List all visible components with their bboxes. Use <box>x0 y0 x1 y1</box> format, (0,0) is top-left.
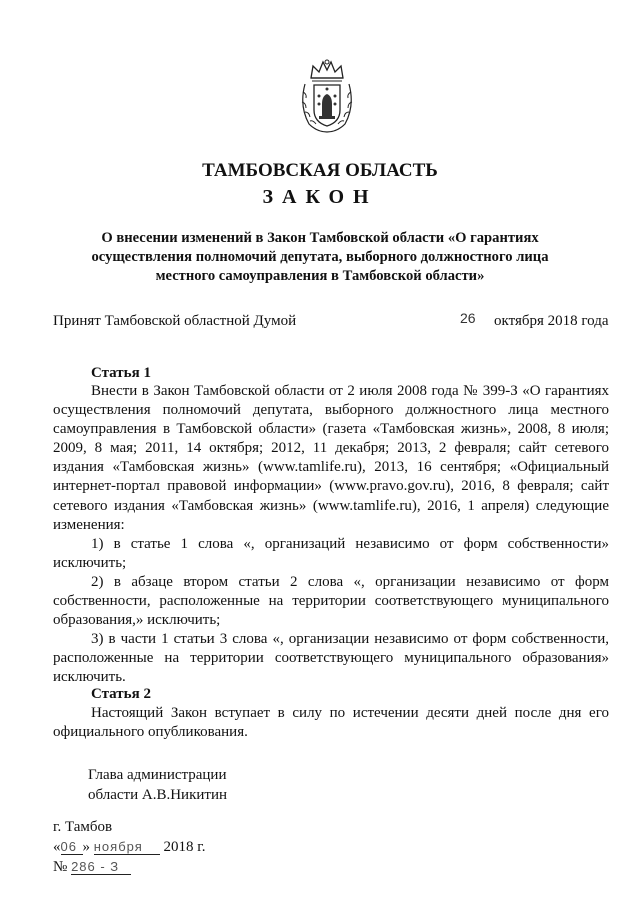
tambov-coat-of-arms-icon <box>297 58 357 134</box>
article-2-text: Настоящий Закон вступает в силу по истечении десяти дней после дня его официального опубликования. <box>53 705 609 741</box>
signing-date: «06 » ноября 2018 г. <box>53 839 206 855</box>
place-date-block <box>53 817 205 877</box>
signature-block <box>88 765 227 805</box>
date-month: ноября <box>94 840 160 855</box>
signature-name: области А.В.Никитин <box>88 787 228 803</box>
date-year: 2018 г. <box>163 839 206 855</box>
article-1-item-2: 2) в абзаце втором статьи 2 слова «, организации независимо от форм собственности, расположенные на территории соответствующего муниципального образования,» исключить; <box>53 573 609 629</box>
article-1-heading: Статья 1 <box>91 365 151 381</box>
city: г. Тамбов <box>53 819 113 835</box>
signature-title: Глава администрации <box>88 767 227 783</box>
adopted-by: Принят Тамбовской областной Думой <box>53 313 297 329</box>
article-1-item-1: 1) в статье 1 слова «, организаций независимо от форм собственности» исключить; <box>53 535 609 571</box>
article-1-item-3: 3) в части 1 статьи 3 слова «, организации независимо от форм собственности, расположенные на территории соответствующего муниципального образования» исключить. <box>53 631 609 686</box>
adoption-day: 26 <box>460 310 476 326</box>
article-2-heading: Статья 2 <box>91 686 151 702</box>
date-day: 06 <box>61 840 83 855</box>
law-title: О внесении изменений в Закон Тамбовской области «О гарантиях осуществления полномочий депутата, выборного должностного лица местного самоуправления в Тамбовской области» <box>91 230 549 284</box>
law-number: № 286 - З <box>53 857 205 877</box>
article-1-body <box>53 382 609 688</box>
law-number-value: 286 - З <box>71 860 131 875</box>
adoption-month-year: октября 2018 года <box>494 313 609 329</box>
document-type-heading: ЗАКОН <box>262 186 378 208</box>
region-heading: ТАМБОВСКАЯ ОБЛАСТЬ <box>202 160 438 181</box>
article-1-intro: Внести в Закон Тамбовской области от 2 июля 2008 года № 399-З «О гарантиях осуществления полномочий депутата, выборного должностного лица местного самоуправления в Тамбовской области» (газета «Тамбовская жизнь», 2008, 8 июля; 2009, 8 мая; 2011, 14 октября; 2012, 11 декабря; 2013, 2 февраля; сайт сетевого издания «Тамбовская жизнь» (www.tamlife.ru), 2013, 16 сентября; «Официальный интернет-портал правовой информации» (www.pravo.gov.ru), 2016, 8 февраля; сайт сетевого издания «Тамбовская жизнь» (www.tamlife.ru), 2016, 1 апреля) следующие изменения: <box>53 383 609 533</box>
